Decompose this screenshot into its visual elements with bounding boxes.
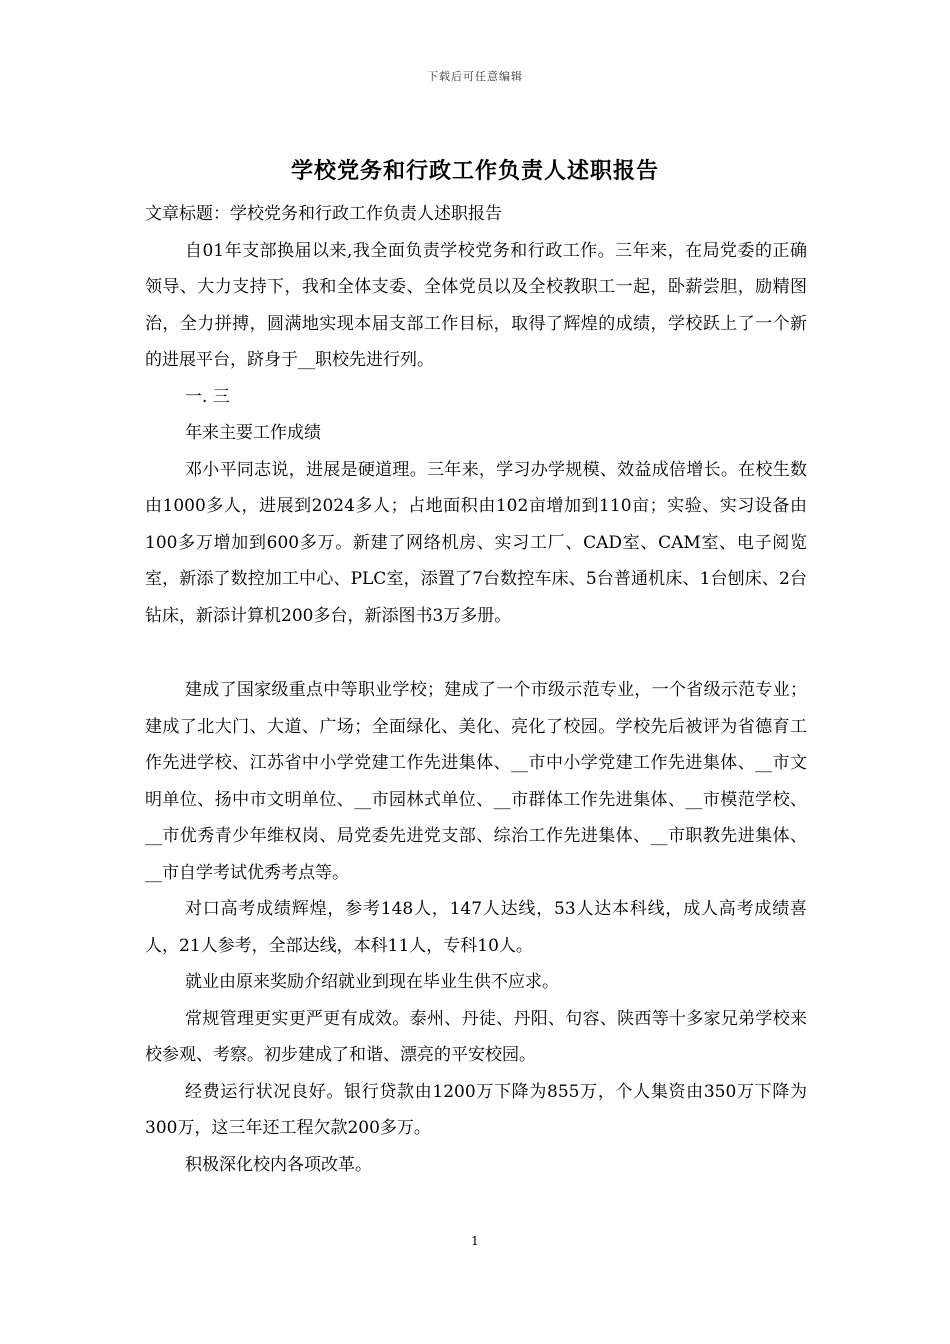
section-heading-text: 年来主要工作成绩 <box>185 423 321 443</box>
document-title: 学校党务和行政工作负责人述职报告 <box>290 158 659 184</box>
section-heading-number: 一. 三 <box>185 386 230 407</box>
paragraph-intro: 自01年支部换届以来,我全面负责学校党务和行政工作。三年来，在局党委的正确领导、大力支持下，我和全体支委、全体党员以及全校教职工一起，卧薪尝胆，励精图治，全力拼搏，圆满地实现本届支部工作目标，取得了辉煌的成绩，学校跃上了一个新的进展平台，跻身于__职校先进行列。 <box>145 240 807 370</box>
page-number: 1 <box>471 1234 479 1248</box>
paragraph-reform: 积极深化校内各项改革。 <box>185 1154 372 1175</box>
paragraph-management: 常规管理更实更严更有成效。泰州、丹徒、丹阳、句容、陕西等十多家兄弟学校来校参观、考察。初步建成了和谐、漂亮的平安校园。 <box>145 1008 807 1065</box>
paragraph-exams: 对口高考成绩辉煌，参考148人，147人达线，53人达本科线，成人高考成绩喜人，21人参考，全部达线，本科11人，专科10人。 <box>145 899 807 956</box>
paragraph-growth: 邓小平同志说，进展是硬道理。三年来，学习办学规模、效益成倍增长。在校生数由1000多人，进展到2024多人；占地面积由102亩增加到110亩；实验、实习设备由100多万增加到600多万。新建了网络机房、实习工厂、CAD室、CAM室、电子阅览室，新添了数控加工中心、PLC室，添置了7台数控车床、5台普通机床、1台刨床、2台钻床，新添计算机200多台，新添图书3万多册。 <box>145 459 807 626</box>
paragraph-honors: 建成了国家级重点中等职业学校；建成了一个市级示范专业，一个省级示范专业；建成了北大门、大道、广场；全面绿化、美化、亮化了校园。学校先后被评为省德育工作先进学校、江苏省中小学党建工作先进集体、__市中小学党建工作先进集体、__市文明单位、扬中市文明单位、__市园林式单位、__市群体工作先进集体、__市模范学校、__市优秀青少年维权岗、局党委先进党支部、综治工作先进集体、__市职教先进集体、__市自学考试优秀考点等。 <box>145 680 807 883</box>
page-header-note: 下载后可任意编辑 <box>427 70 523 83</box>
document-body <box>145 196 807 1183</box>
paragraph-finance: 经费运行状况良好。银行贷款由1200万下降为855万，个人集资由350万下降为300万，这三年还工程欠款200多万。 <box>145 1081 807 1138</box>
paragraph-employment: 就业由原来奖励介绍就业到现在毕业生供不应求。 <box>185 972 559 992</box>
article-title-line: 文章标题：学校党务和行政工作负责人述职报告 <box>145 204 502 224</box>
